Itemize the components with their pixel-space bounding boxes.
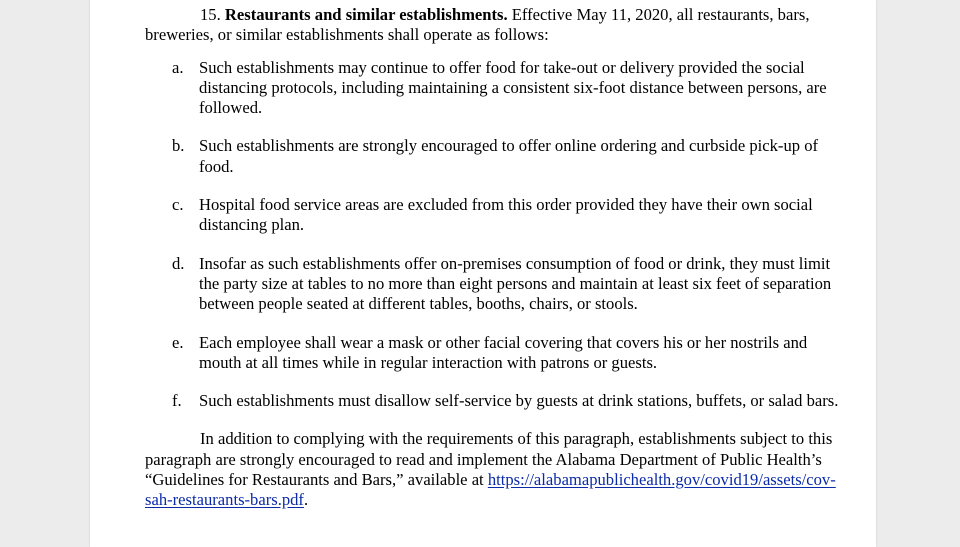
list-marker: d. bbox=[172, 253, 185, 273]
list-item-text: Such establishments are strongly encouraged to offer online ordering and curbside pick-up of food. bbox=[199, 136, 819, 176]
list-item bbox=[145, 254, 845, 315]
list-marker: b. bbox=[172, 136, 185, 156]
requirements-list bbox=[145, 58, 845, 412]
closing-period: . bbox=[303, 490, 309, 510]
closing-paragraph bbox=[145, 429, 845, 510]
section-heading: Restaurants and similar establishments. bbox=[224, 5, 508, 24]
list-item-text: Hospital food service areas are excluded from this order provided they have their own social distancing plan. bbox=[199, 195, 813, 235]
list-item bbox=[145, 391, 845, 411]
list-item-text: Such establishments must disallow self-service by guests at drink stations, buffets, or salad bars. bbox=[199, 391, 839, 411]
section-intro-text: Effective May 11, 2020, all restaurants, bars, breweries, or similar establishments shall operate as follows: bbox=[145, 5, 810, 45]
list-item bbox=[145, 195, 845, 236]
list-marker: a. bbox=[172, 57, 184, 77]
guidelines-link[interactable]: https://alabamapublichealth.gov/covid19/assets/cov-sah-restaurants-bars.pdf bbox=[145, 470, 836, 510]
list-item-text: Insofar as such establishments offer on-premises consumption of food or drink, they must limit the party size at tables to no more than eight persons and maintain at least six feet of separation between people seated at different tables, booths, chairs, or stools. bbox=[199, 253, 832, 314]
list-item bbox=[145, 333, 845, 374]
document-text bbox=[145, 5, 845, 511]
list-marker: f. bbox=[172, 391, 182, 411]
list-item bbox=[145, 136, 845, 177]
list-item-text: Such establishments may continue to offer food for take-out or delivery provided the social distancing protocols, including maintaining a consistent six-foot distance between persons, are followed. bbox=[199, 57, 827, 118]
section-intro bbox=[145, 5, 845, 46]
list-item-text: Each employee shall wear a mask or other facial covering that covers his or her nostrils and mouth at all times while in regular interaction with patrons or guests. bbox=[199, 332, 808, 372]
list-marker: e. bbox=[172, 332, 184, 352]
closing-text: In addition to complying with the requirements of this paragraph, establishments subject to this paragraph are strongly encouraged to read and implement the Alabama Department of Public Health’s “Guidelines for Restaurants and Bars,” available at bbox=[145, 429, 833, 490]
list-item bbox=[145, 58, 845, 119]
list-marker: c. bbox=[172, 195, 184, 215]
section-number: 15. bbox=[200, 5, 221, 24]
